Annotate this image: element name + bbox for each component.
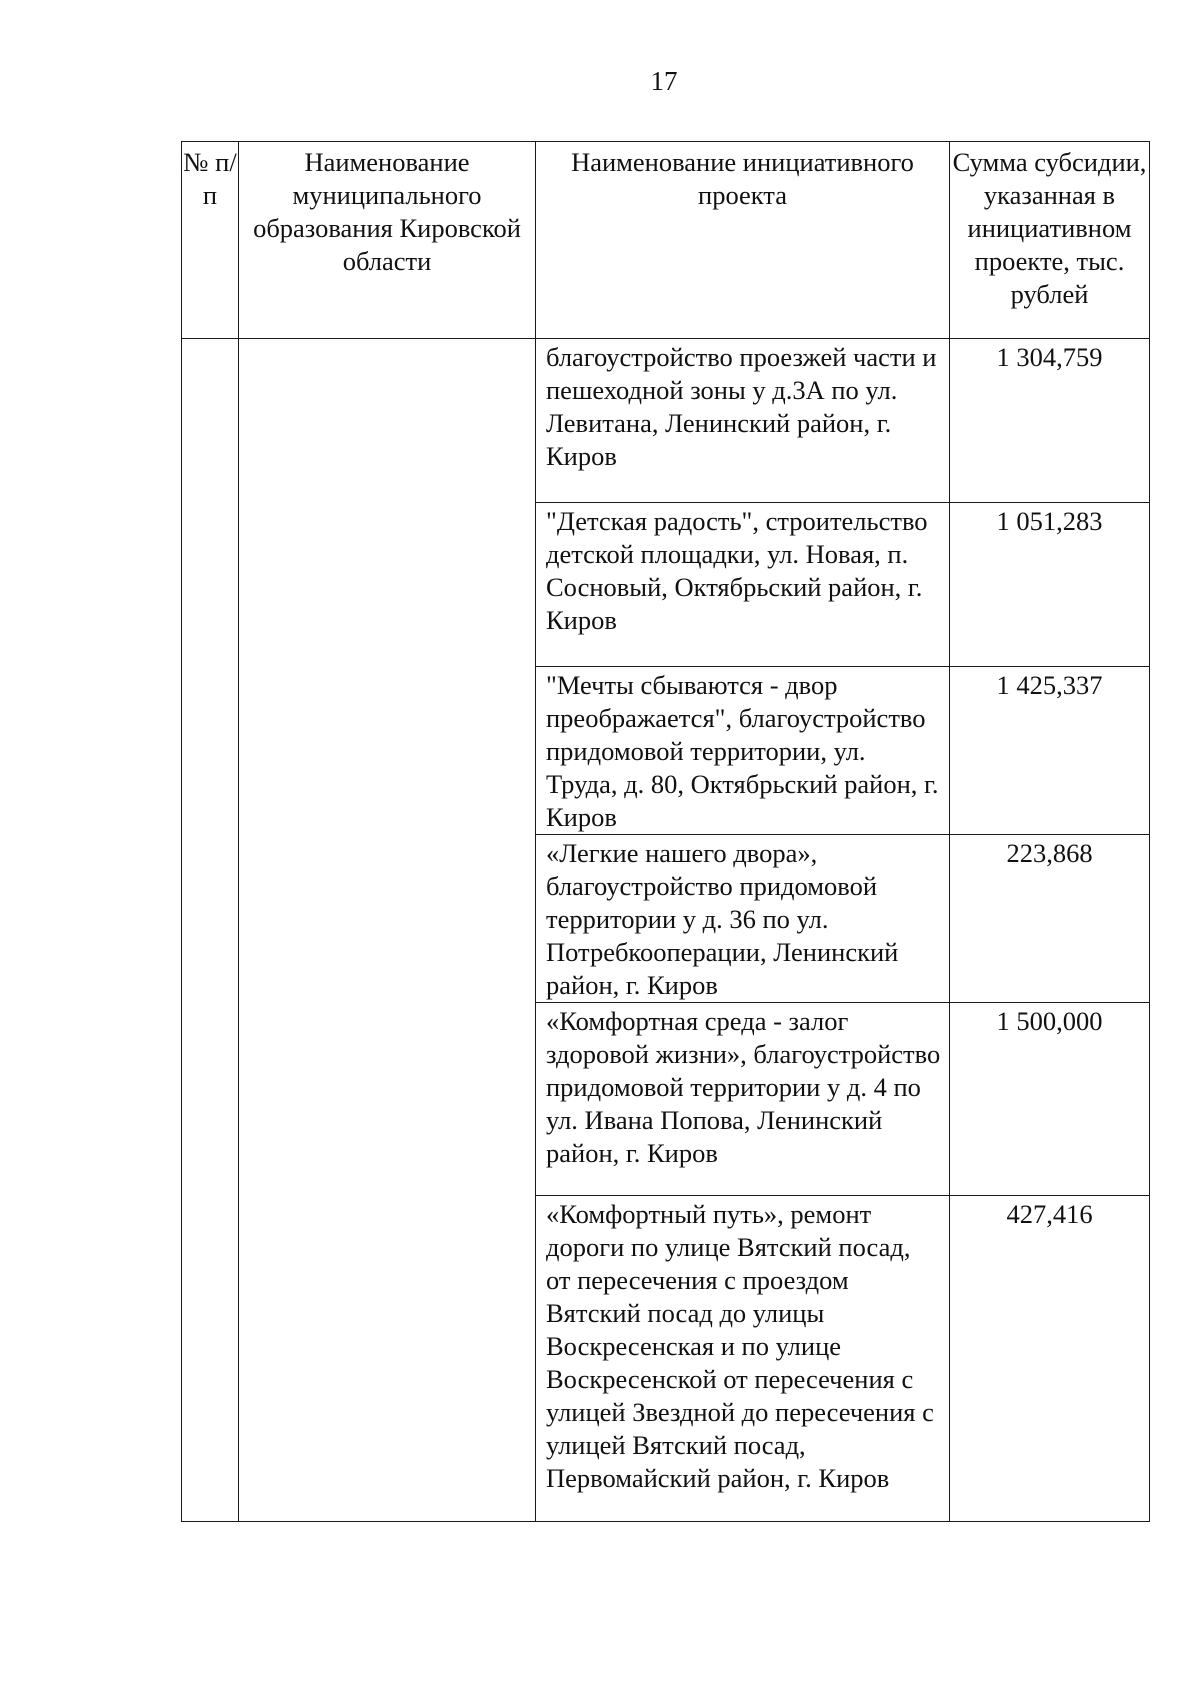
row-municipality [239,1003,536,1196]
header-municipality: Наименование муниципального образования Кировской области [239,142,536,339]
row-municipality [239,503,536,667]
row-municipality [239,835,536,1003]
row-no [182,1003,239,1196]
row-municipality [239,1196,536,1522]
row-municipality [239,667,536,835]
row-amount: 1 304,759 [950,339,1150,503]
table-row [182,667,1150,835]
table-row [182,835,1150,1003]
row-project: благоустройство проезжей части и пешеходной зоны у д.3А по ул. Левитана, Ленинский район, г. Киров [536,339,950,503]
header-amount: Сумма субсидии, указанная в инициативном проекте, тыс. рублей [950,142,1150,339]
row-no [182,339,239,503]
table-row [182,339,1150,503]
row-project: «Легкие нашего двора», благоустройство придомовой территории у д. 36 по ул. Потребкооперации, Ленинский район, г. Киров [536,835,950,1003]
row-no [182,667,239,835]
row-project: "Мечты сбываются - двор преображается", благоустройство придомовой территории, ул. Труда, д. 80, Октябрьский район, г. Киров [536,667,950,835]
row-project: «Комфортная среда - залог здоровой жизни», благоустройство придомовой территории у д. 4 по ул. Ивана Попова, Ленинский район, г. Киров [536,1003,950,1196]
subsidy-table [181,141,1150,1522]
row-no [182,1196,239,1522]
table-header [182,142,1150,339]
row-amount: 1 425,337 [950,667,1150,835]
table-row [182,1003,1150,1196]
row-project: «Комфортный путь», ремонт дороги по улице Вятский посад, от пересечения с проездом Вятский посад до улицы Воскресенская и по улице Воскресенской от пересечения с улицей Звездной до пересечения с улицей Вятский посад, Первомайский район, г. Киров [536,1196,950,1522]
table-row [182,1196,1150,1522]
row-project: "Детская радость", строительство детской площадки, ул. Новая, п. Сосновый, Октябрьский район, г. Киров [536,503,950,667]
row-municipality [239,339,536,503]
row-no [182,503,239,667]
table-row [182,503,1150,667]
row-amount: 1 051,283 [950,503,1150,667]
row-amount: 1 500,000 [950,1003,1150,1196]
header-project: Наименование инициативного проекта [536,142,950,339]
row-no [182,835,239,1003]
row-amount: 223,868 [950,835,1150,1003]
header-no: № п/п [182,142,239,339]
row-amount: 427,416 [950,1196,1150,1522]
table-body [182,339,1150,1522]
page-number: 17 [650,66,678,96]
